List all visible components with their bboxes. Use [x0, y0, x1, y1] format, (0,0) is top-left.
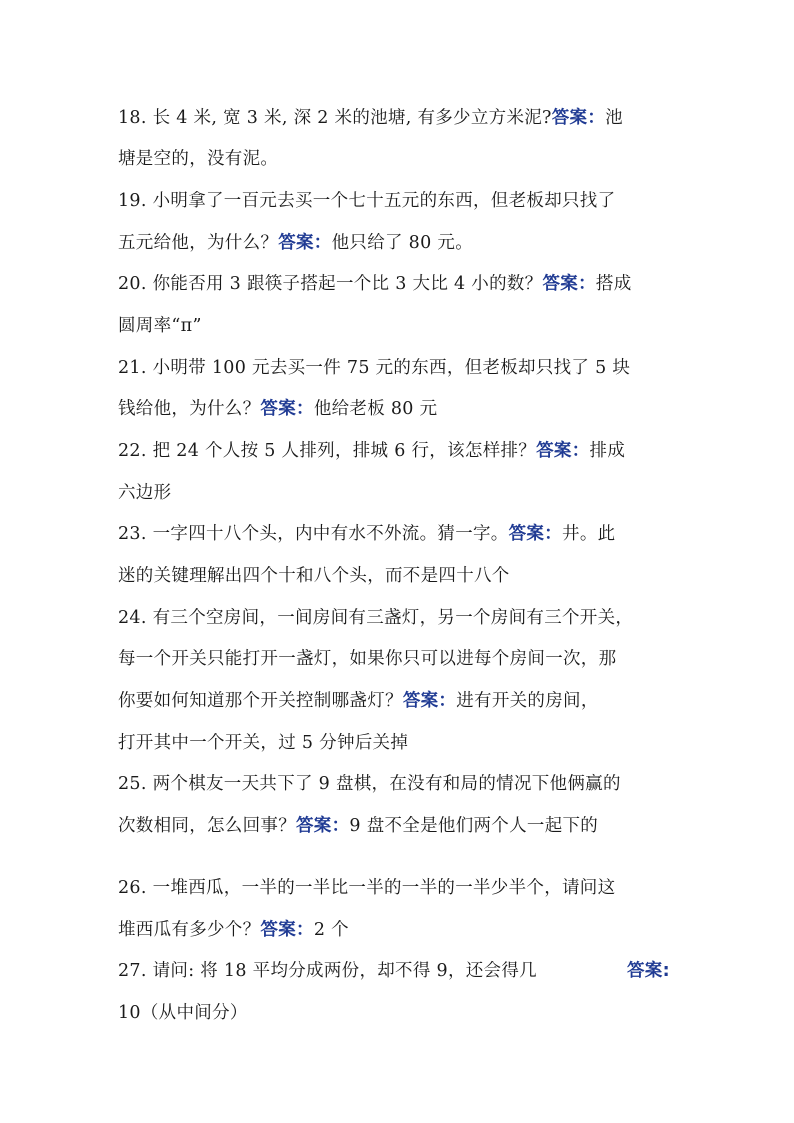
question-21-line-1 [118, 356, 630, 380]
answer-text: 迷的关键理解出四个十和八个头，而不是四十八个 [118, 566, 510, 586]
answer-label: 答案： [278, 233, 332, 253]
answer-text: 他给老板 80 元 [313, 399, 438, 419]
answer-text: 六边形 [118, 483, 172, 503]
question-27-line-2 [118, 1001, 248, 1025]
question-24-line-2 [118, 647, 616, 671]
document-page [118, 0, 678, 1123]
answer-text: 10（从中间分） [118, 1003, 248, 1023]
question-19-line-1 [118, 189, 615, 213]
answer-label: 答案： [551, 108, 606, 128]
question-number: 26. [118, 878, 147, 898]
answer-text: 打开其中一个开关，过 5 分钟后关掉 [118, 733, 409, 753]
question-text: 两个棋友一天共下了 9 盘棋，在没有和局的情况下他俩赢的 [146, 774, 621, 794]
question-22-line-1 [118, 439, 625, 463]
question-text: 把 24 个人按 5 人排列，排城 6 行，该怎样排？ [146, 441, 537, 461]
question-text: 小明带 100 元去买一件 75 元的东西，但老板却只找了 5 块 [146, 358, 631, 378]
question-22-line-2 [118, 481, 171, 505]
answer-label: 答案： [508, 524, 563, 544]
question-number: 20. [118, 274, 147, 294]
question-number: 19. [118, 191, 147, 211]
question-text: 次数相同，怎么回事？ [118, 816, 296, 836]
question-23-line-2 [118, 564, 510, 588]
question-27-line-1 [118, 959, 537, 983]
question-26-line-2 [118, 918, 349, 942]
question-text: 你能否用 3 跟筷子搭起一个比 3 大比 4 小的数？ [146, 274, 543, 294]
question-number: 23. [118, 524, 147, 544]
answer-text: 井。此 [562, 524, 616, 544]
question-text: 五元给他，为什么？ [118, 233, 279, 253]
question-text: 钱给他，为什么？ [118, 399, 261, 419]
question-18-line-2 [118, 147, 278, 171]
question-number: 18. [118, 108, 147, 128]
question-25-line-1 [118, 772, 621, 796]
question-text: 小明拿了一百元去买一个七十五元的东西，但老板却只找了 [146, 191, 616, 211]
question-number: 22. [118, 441, 147, 461]
question-number: 24. [118, 608, 147, 628]
question-number: 25. [118, 774, 147, 794]
question-21-line-2 [118, 397, 437, 421]
question-text: 你要如何知道那个开关控制哪盏灯？ [118, 691, 403, 711]
question-20-line-1 [118, 272, 632, 296]
question-24-line-3 [118, 689, 599, 713]
question-23-line-1 [118, 522, 615, 546]
question-26-line-1 [118, 876, 615, 900]
answer-text: 2 个 [313, 920, 349, 940]
answer-text: 他只给了 80 元。 [331, 233, 474, 253]
question-text: 每一个开关只能打开一盏灯，如果你只可以进每个房间一次，那 [118, 649, 617, 669]
question-text: 长 4 米, 宽 3 米, 深 2 米的池塘, 有多少立方米泥? [146, 108, 552, 128]
question-text: 一字四十八个头，内中有水不外流。猜一字。 [146, 524, 509, 544]
question-text: 一堆西瓜，一半的一半比一半的一半的一半少半个，请问这 [146, 878, 616, 898]
question-24-line-1 [118, 606, 633, 630]
question-25-line-2 [118, 814, 598, 838]
answer-label: 答案: [627, 961, 670, 981]
answer-label: 答案： [296, 816, 350, 836]
question-number: 21. [118, 358, 147, 378]
answer-text: 排成 [589, 441, 626, 461]
answer-label: 答案： [260, 399, 314, 419]
answer-text: 进有开关的房间， [456, 691, 599, 711]
question-19-line-2 [118, 231, 473, 255]
answer-label: 答案： [536, 441, 590, 461]
question-text: 请问: 将 18 平均分成两份，却不得 9，还会得几 [146, 961, 537, 981]
question-27-answer [627, 959, 670, 983]
answer-text: 塘是空的，没有泥。 [118, 149, 279, 169]
answer-text: 9 盘不全是他们两个人一起下的 [349, 816, 599, 836]
question-number: 27. [118, 961, 147, 981]
question-20-line-2 [118, 314, 202, 338]
question-18-line-1 [118, 106, 623, 130]
answer-label: 答案： [542, 274, 596, 294]
answer-label: 答案： [260, 920, 314, 940]
answer-text: 搭成 [595, 274, 632, 294]
answer-label: 答案： [402, 691, 457, 711]
question-text: 有三个空房间，一间房间有三盏灯，另一个房间有三个开关， [146, 608, 634, 628]
question-24-line-4 [118, 731, 408, 755]
answer-text: 圆周率“π” [118, 316, 202, 336]
question-text: 堆西瓜有多少个？ [118, 920, 261, 940]
answer-text: 池 [605, 108, 623, 128]
